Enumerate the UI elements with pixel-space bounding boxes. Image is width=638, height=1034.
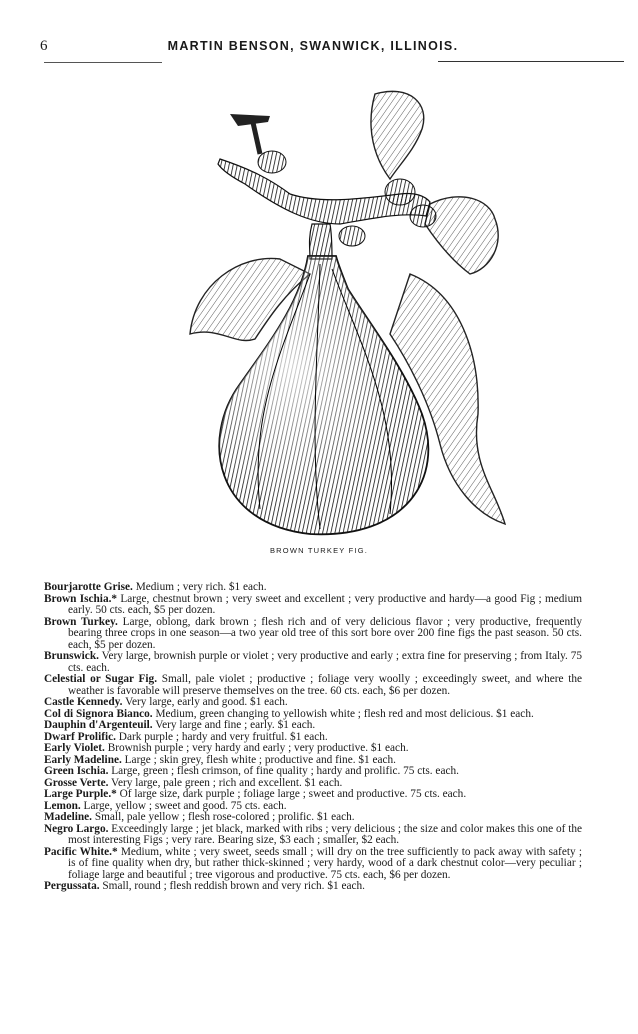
variety-name: Pergussata. (44, 880, 100, 892)
variety-entry (44, 881, 582, 893)
variety-name: Bourjarotte Grise. (44, 581, 133, 593)
header-rule-right (438, 61, 624, 62)
variety-entry (44, 651, 582, 674)
fig-engraving-icon (160, 84, 510, 544)
variety-name: Negro Largo. (44, 822, 109, 835)
bud-1 (258, 151, 286, 173)
variety-name: Pacific White.* (44, 845, 118, 858)
variety-entry (44, 674, 582, 697)
variety-description: Brownish purple ; very hardy and early ; very productive. $1 each. (107, 742, 409, 754)
variety-name: Dwarf Prolific. (44, 730, 116, 743)
page-number: 6 (40, 38, 48, 54)
variety-name: Castle Kennedy. (44, 696, 123, 708)
variety-name: Dauphin d'Argenteuil. (44, 719, 153, 731)
variety-description: Medium, white ; very sweet, seeds small ; will dry on the tree sufficiently to pack away with safety ; is of fine quality when dry, but rather thick-skinned ; very hardy, wood of a dark chestnut color—very peculiar ; foliage large and beautiful ; tree vigorous and productive. 75 cts. each, $6 per dozen. (68, 845, 582, 881)
variety-entry (44, 847, 582, 882)
variety-description: Dark purple ; hardy and very fruitful. $1 each. (118, 730, 328, 743)
variety-description: Of large size, dark purple ; foliage large ; sweet and productive. 75 cts. each. (119, 788, 467, 800)
bud-4 (339, 226, 365, 246)
variety-name: Brown Ischia.* (44, 592, 118, 605)
variety-list (44, 582, 582, 893)
bud-2 (385, 179, 415, 205)
variety-description: Small, pale violet ; productive ; foliage very woolly ; exceedingly sweet, and where the weather is favorable will preserve themselves on the tree. 60 cts. each, $6 per dozen. (68, 673, 582, 697)
top-leaf (371, 91, 424, 179)
variety-entry (44, 824, 582, 847)
variety-name: Celestial or Sugar Fig. (44, 673, 158, 685)
variety-description: Large, yellow ; sweet and good. 75 cts. each. (83, 799, 287, 812)
variety-description: Very large, brownish purple or violet ; very productive and early ; extra fine for preserving ; from Italy. 75 cts. each. (68, 650, 583, 674)
variety-description: Medium, green changing to yellowish white ; flesh red and most delicious. $1 each. (155, 707, 534, 720)
variety-description: Large, green ; flesh crimson, of fine quality ; hardy and prolific. 75 cts. each. (111, 765, 459, 777)
header-rule-left (44, 62, 162, 63)
bud-3 (410, 205, 436, 227)
variety-name: Brown Turkey. (44, 615, 118, 628)
right-leaf-upper (425, 197, 498, 274)
variety-entry (44, 594, 582, 617)
variety-description: Large, oblong, dark brown ; flesh rich and of very delicious flavor ; very productive, frequently bearing three crops in one season—a two year old tree of this sort bore over 200 fine figs the past season. 50 cts. each, $5 per dozen. (68, 615, 583, 651)
running-head: MARTIN BENSON, SWANWICK, ILLINOIS. (167, 39, 459, 53)
variety-description: Exceedingly large ; jet black, marked with ribs ; very delicious ; the size and color makes this one of the most interesting Figs ; very rare. Bearing size, $3 each ; smaller, $2 each. (68, 822, 582, 846)
variety-name: Large Purple.* (44, 788, 117, 800)
variety-description: Very large, early and good. $1 each. (125, 696, 288, 708)
variety-name: Early Madeline. (44, 753, 122, 766)
variety-description: Large ; skin grey, flesh white ; productive and fine. $1 each. (124, 753, 397, 766)
variety-name: Grosse Verte. (44, 776, 109, 789)
variety-description: Very large, pale green ; rich and excellent. $1 each. (111, 776, 343, 789)
variety-description: Medium ; very rich. $1 each. (135, 581, 267, 593)
variety-name: Early Violet. (44, 742, 105, 754)
variety-name: Madeline. (44, 811, 93, 823)
variety-name: Brunswick. (44, 650, 99, 662)
page-header (40, 34, 586, 54)
variety-name: Green Ischia. (44, 765, 109, 777)
variety-description: Very large and fine ; early. $1 each. (155, 719, 316, 731)
variety-name: Col di Signora Bianco. (44, 707, 153, 720)
fig-stem (310, 224, 333, 259)
variety-name: Lemon. (44, 799, 81, 812)
variety-entry (44, 617, 582, 652)
variety-description: Small, pale yellow ; flesh rose-colored ; prolific. $1 each. (94, 811, 355, 823)
illustration-caption: BROWN TURKEY FIG. (269, 546, 369, 555)
variety-description: Small, round ; flesh reddish brown and very rich. $1 each. (102, 880, 365, 892)
variety-description: Large, chestnut brown ; very sweet and excellent ; very productive and hardy—a good Fig ; medium early. 50 cts. each, $5 per dozen. (68, 592, 583, 616)
